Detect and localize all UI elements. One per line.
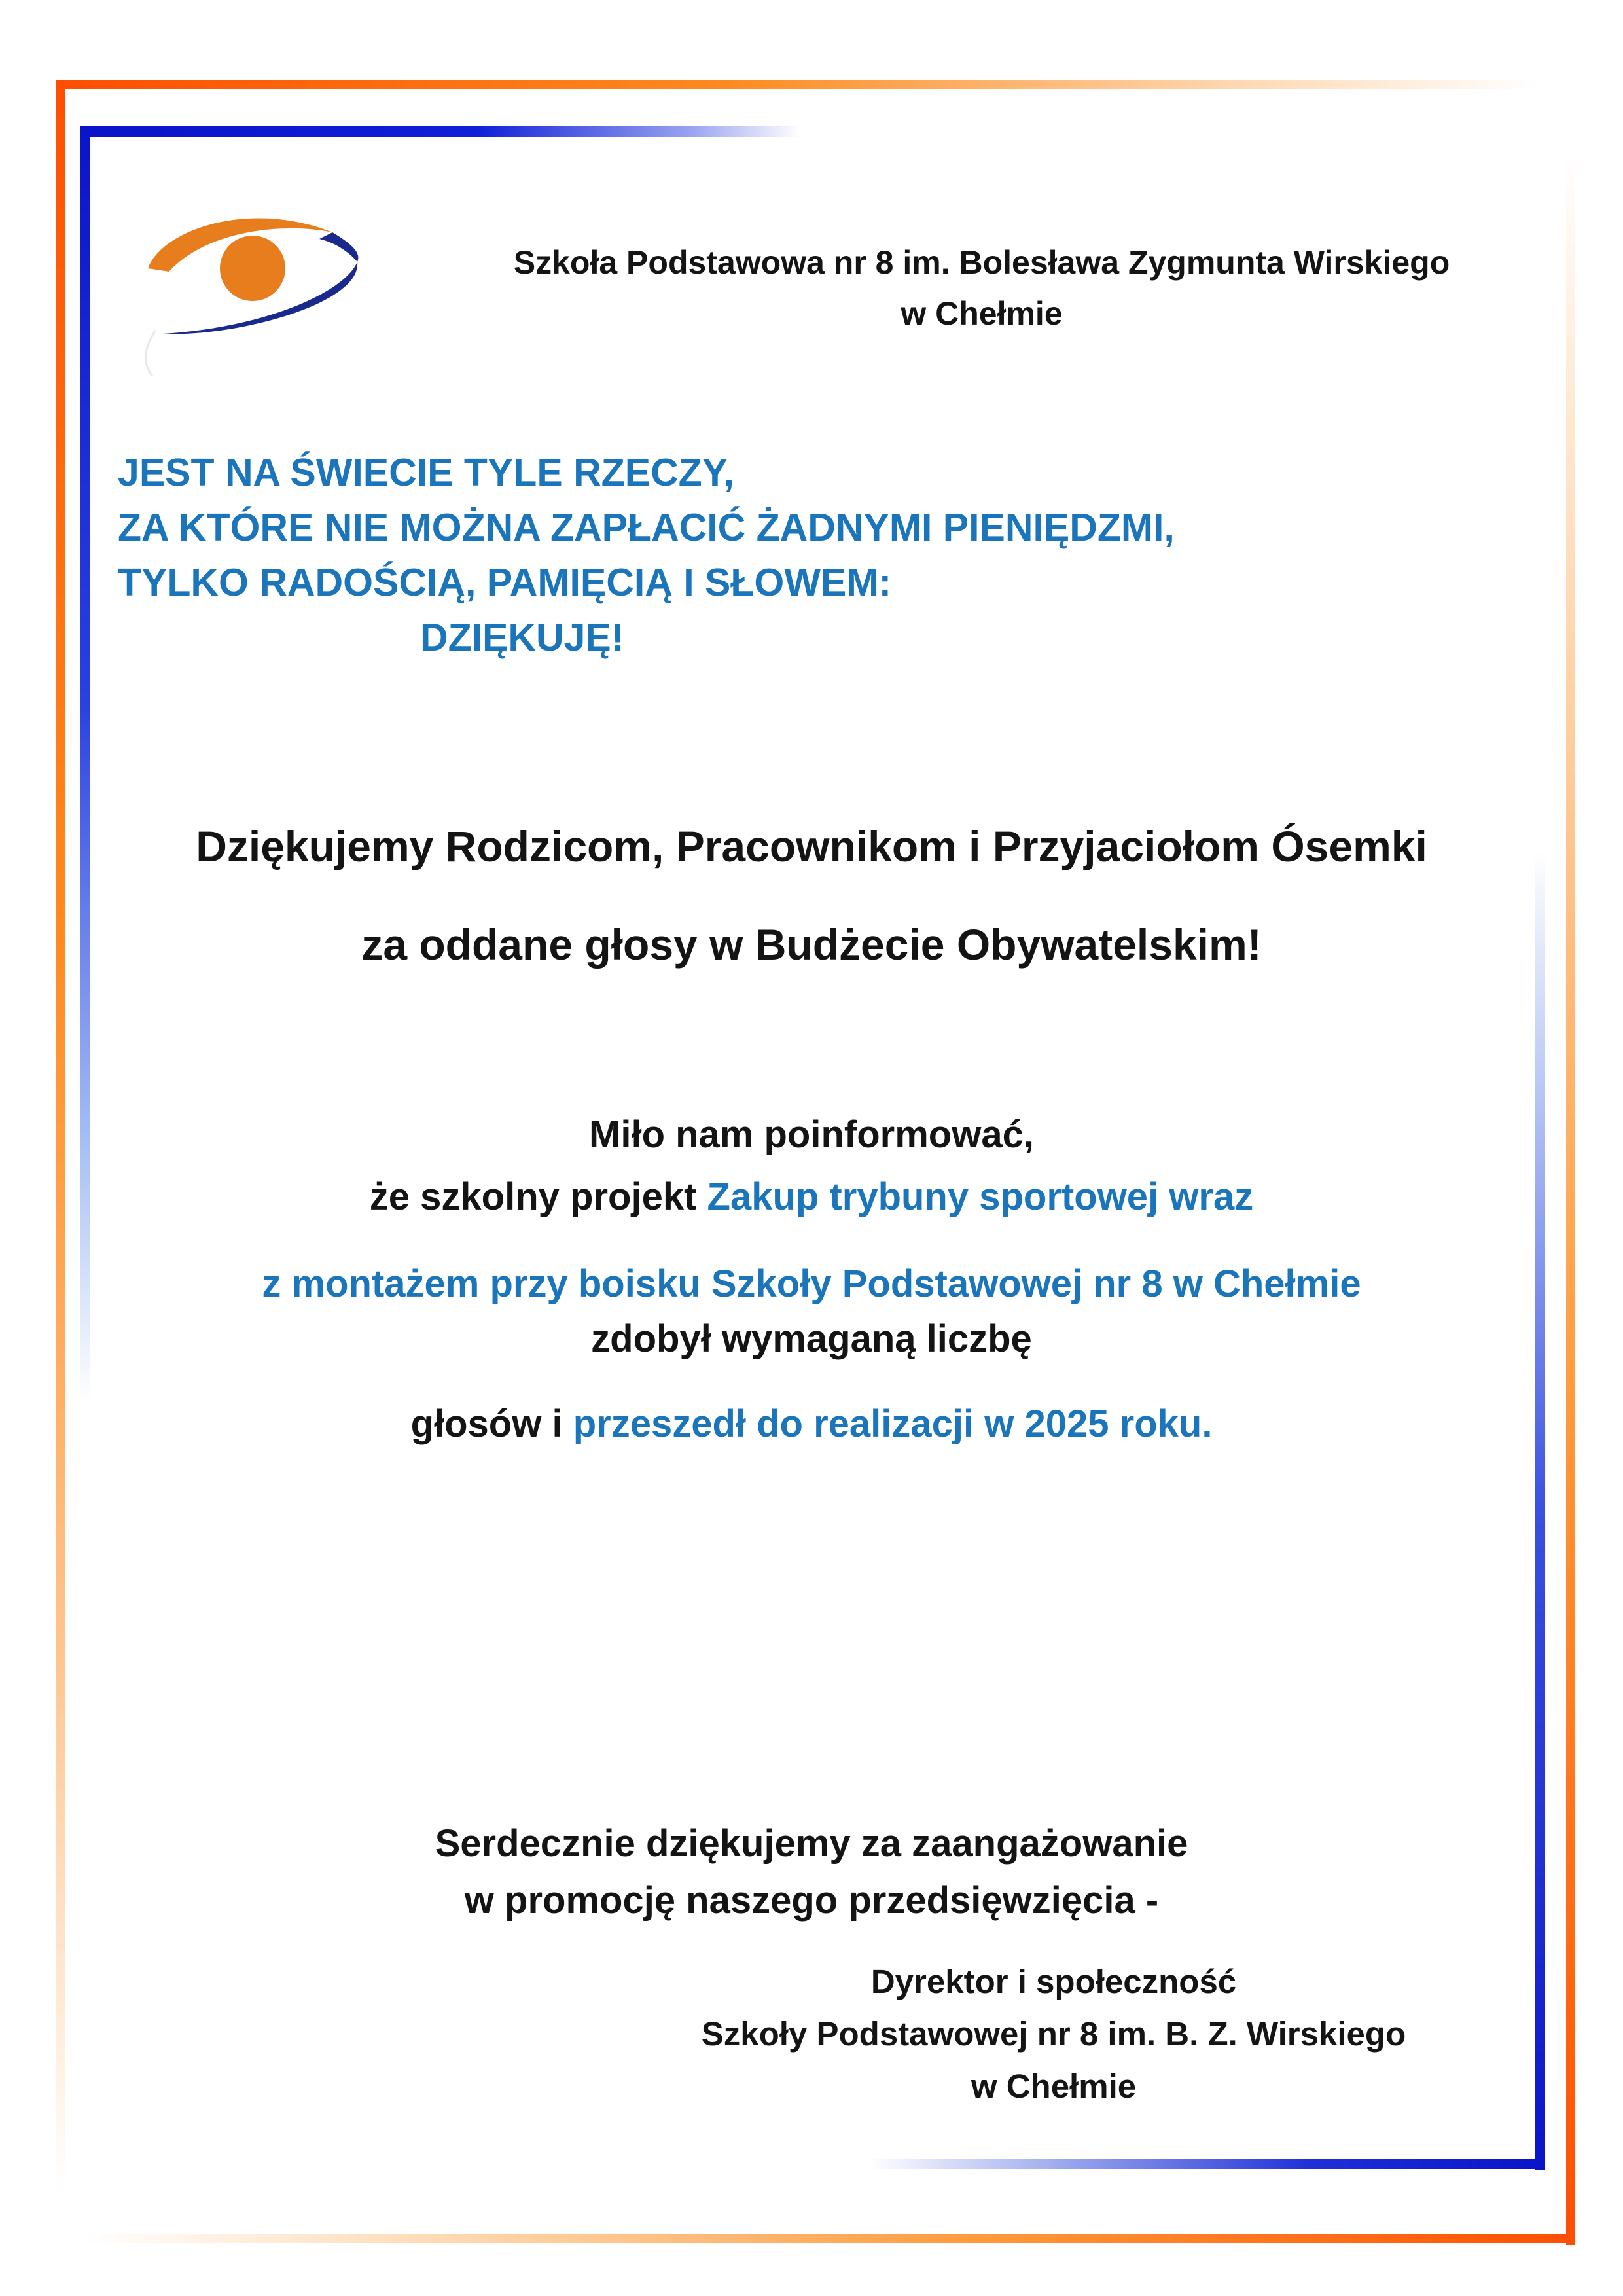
frame-orange-top <box>56 80 1538 89</box>
school-name-line1: Szkoła Podstawowa nr 8 im. Bolesława Zygmunta Wirskiego <box>513 244 1450 281</box>
project-name-part2: z montażem przy boisku Szkoły Podstawowej nr 8 w Chełmie <box>262 1263 1361 1305</box>
frame-blue-bottom <box>870 2159 1545 2169</box>
motto <box>118 445 1175 665</box>
school-logo-icon <box>136 193 372 383</box>
realization-note: przeszedł do realizacji w 2025 roku. <box>573 1403 1213 1445</box>
closing-line2: w promocję naszego przedsięwzięcia - <box>464 1879 1159 1922</box>
signature-line1: Dyrektor i społeczność <box>870 1963 1237 2000</box>
thanks-line2: za oddane głosy w Budżecie Obywatelskim! <box>361 920 1262 969</box>
info-line2 <box>0 1175 1623 1219</box>
school-name <box>386 237 1577 339</box>
motto-line1: JEST NA ŚWIECIE TYLE RZECZY, <box>118 451 734 494</box>
info-line2-prefix: że szkolny projekt <box>369 1175 707 1218</box>
motto-line4: DZIĘKUJĘ! <box>420 616 624 659</box>
school-name-line2: w Chełmie <box>901 295 1063 332</box>
closing-line1: Serdecznie dziękujemy za zaangażowanie <box>435 1822 1188 1865</box>
frame-orange-bottom <box>85 2234 1575 2243</box>
info-line5 <box>0 1402 1623 1446</box>
info-line5-prefix: głosów i <box>410 1403 573 1445</box>
info-line1: Miło nam poinformować, <box>589 1113 1034 1156</box>
project-name-part1: Zakup trybuny sportowej wraz <box>707 1175 1254 1218</box>
signature-line2: Szkoły Podstawowej nr 8 im. B. Z. Wirskiego <box>701 2015 1406 2053</box>
frame-blue-top <box>80 126 800 137</box>
motto-line2: ZA KTÓRE NIE MOŻNA ZAPŁACIĆ ŻADNYMI PIENIĘDZMI, <box>118 506 1175 549</box>
signature-line3: w Chełmie <box>971 2068 1137 2105</box>
motto-line3: TYLKO RADOŚCIĄ, PAMIĘCIĄ I SŁOWEM: <box>118 561 892 604</box>
info-line4: zdobył wymaganą liczbę <box>591 1318 1032 1360</box>
thanks-line1: Dziękujemy Rodzicom, Pracownikom i Przyjaciołom Ósemki <box>196 822 1427 870</box>
